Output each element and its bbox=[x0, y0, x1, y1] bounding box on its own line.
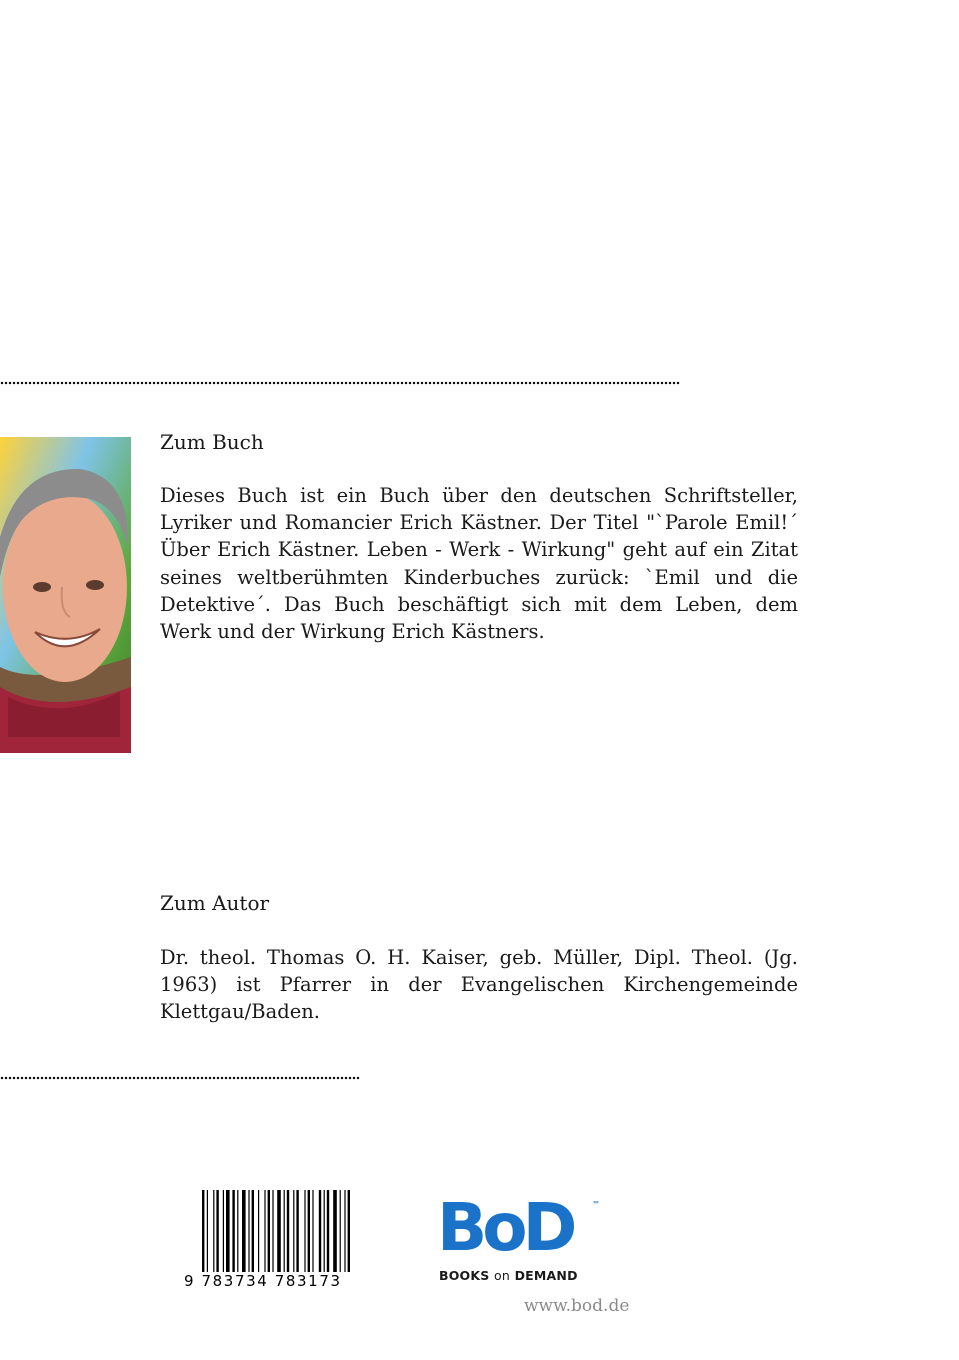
barcode-bar bbox=[308, 1190, 310, 1282]
barcode-bar bbox=[340, 1190, 341, 1282]
barcode-bar bbox=[268, 1190, 270, 1282]
barcode-bar bbox=[232, 1190, 234, 1282]
barcode-bar bbox=[287, 1190, 289, 1282]
dotted-divider-top bbox=[0, 381, 680, 385]
barcode-bar bbox=[312, 1190, 313, 1282]
barcode-bar bbox=[216, 1190, 218, 1282]
book-description: Dieses Buch ist ein Buch über den deutschen Schriftsteller, Lyriker und Romancier Erich Kästner. Der Titel "`Parole Emil!´ Über Erich Kästner. Leben - Werk - Wirkung" geht auf ein Zitat seines weltberühmten Kinderbuches zurück: `Emil und die Detektive´. Das Buch beschäftigt sich mit dem Leben, dem Werk und der Wirkung Erich Kästners. bbox=[160, 484, 798, 644]
barcode-bar bbox=[207, 1190, 208, 1282]
trademark-mark: ™ bbox=[592, 1200, 600, 1209]
barcode-bar bbox=[202, 1190, 204, 1282]
barcode-digits: 9 783734 783173 bbox=[184, 1272, 342, 1290]
barcode-bar bbox=[304, 1190, 305, 1282]
dotted-divider-bottom bbox=[0, 1076, 360, 1080]
tagline-books: BOOKS bbox=[439, 1268, 490, 1283]
barcode-bar bbox=[348, 1190, 350, 1282]
tagline-demand: DEMAND bbox=[514, 1268, 578, 1283]
barcode-bar bbox=[319, 1190, 321, 1282]
barcode-bar bbox=[248, 1190, 249, 1282]
barcode-bar bbox=[333, 1190, 337, 1282]
isbn-barcode bbox=[182, 1190, 388, 1290]
barcode-bar bbox=[258, 1190, 259, 1282]
barcode-bar bbox=[327, 1190, 329, 1282]
bod-logo bbox=[437, 1189, 607, 1288]
barcode-bar bbox=[272, 1190, 273, 1282]
barcode-bar bbox=[264, 1190, 265, 1282]
barcode-bar bbox=[223, 1190, 224, 1282]
tagline-on: on bbox=[494, 1268, 511, 1283]
barcode-bar bbox=[237, 1190, 238, 1282]
barcode-bar bbox=[226, 1190, 230, 1282]
barcode-bar bbox=[277, 1190, 281, 1282]
barcode-bar bbox=[324, 1190, 325, 1282]
bod-tagline bbox=[439, 1268, 578, 1283]
author-bio: Dr. theol. Thomas O. H. Kaiser, geb. Müller, Dipl. Theol. (Jg. 1963) ist Pfarrer in der Evangelischen Kirchengemeinde Klettgau/Baden. bbox=[160, 946, 798, 1024]
publisher-url: www.bod.de bbox=[524, 1296, 630, 1316]
barcode-bar bbox=[213, 1190, 214, 1282]
barcode-bar bbox=[293, 1190, 294, 1282]
author-photo bbox=[0, 437, 131, 753]
barcode-bar bbox=[284, 1190, 285, 1282]
barcode-bar bbox=[296, 1190, 298, 1282]
book-heading: Zum Buch bbox=[160, 430, 264, 454]
barcode-bar bbox=[252, 1190, 254, 1282]
barcode-bar bbox=[242, 1190, 246, 1282]
barcode-bar bbox=[344, 1190, 345, 1282]
author-heading: Zum Autor bbox=[160, 891, 270, 915]
bod-logo-text: BoD bbox=[437, 1189, 573, 1266]
